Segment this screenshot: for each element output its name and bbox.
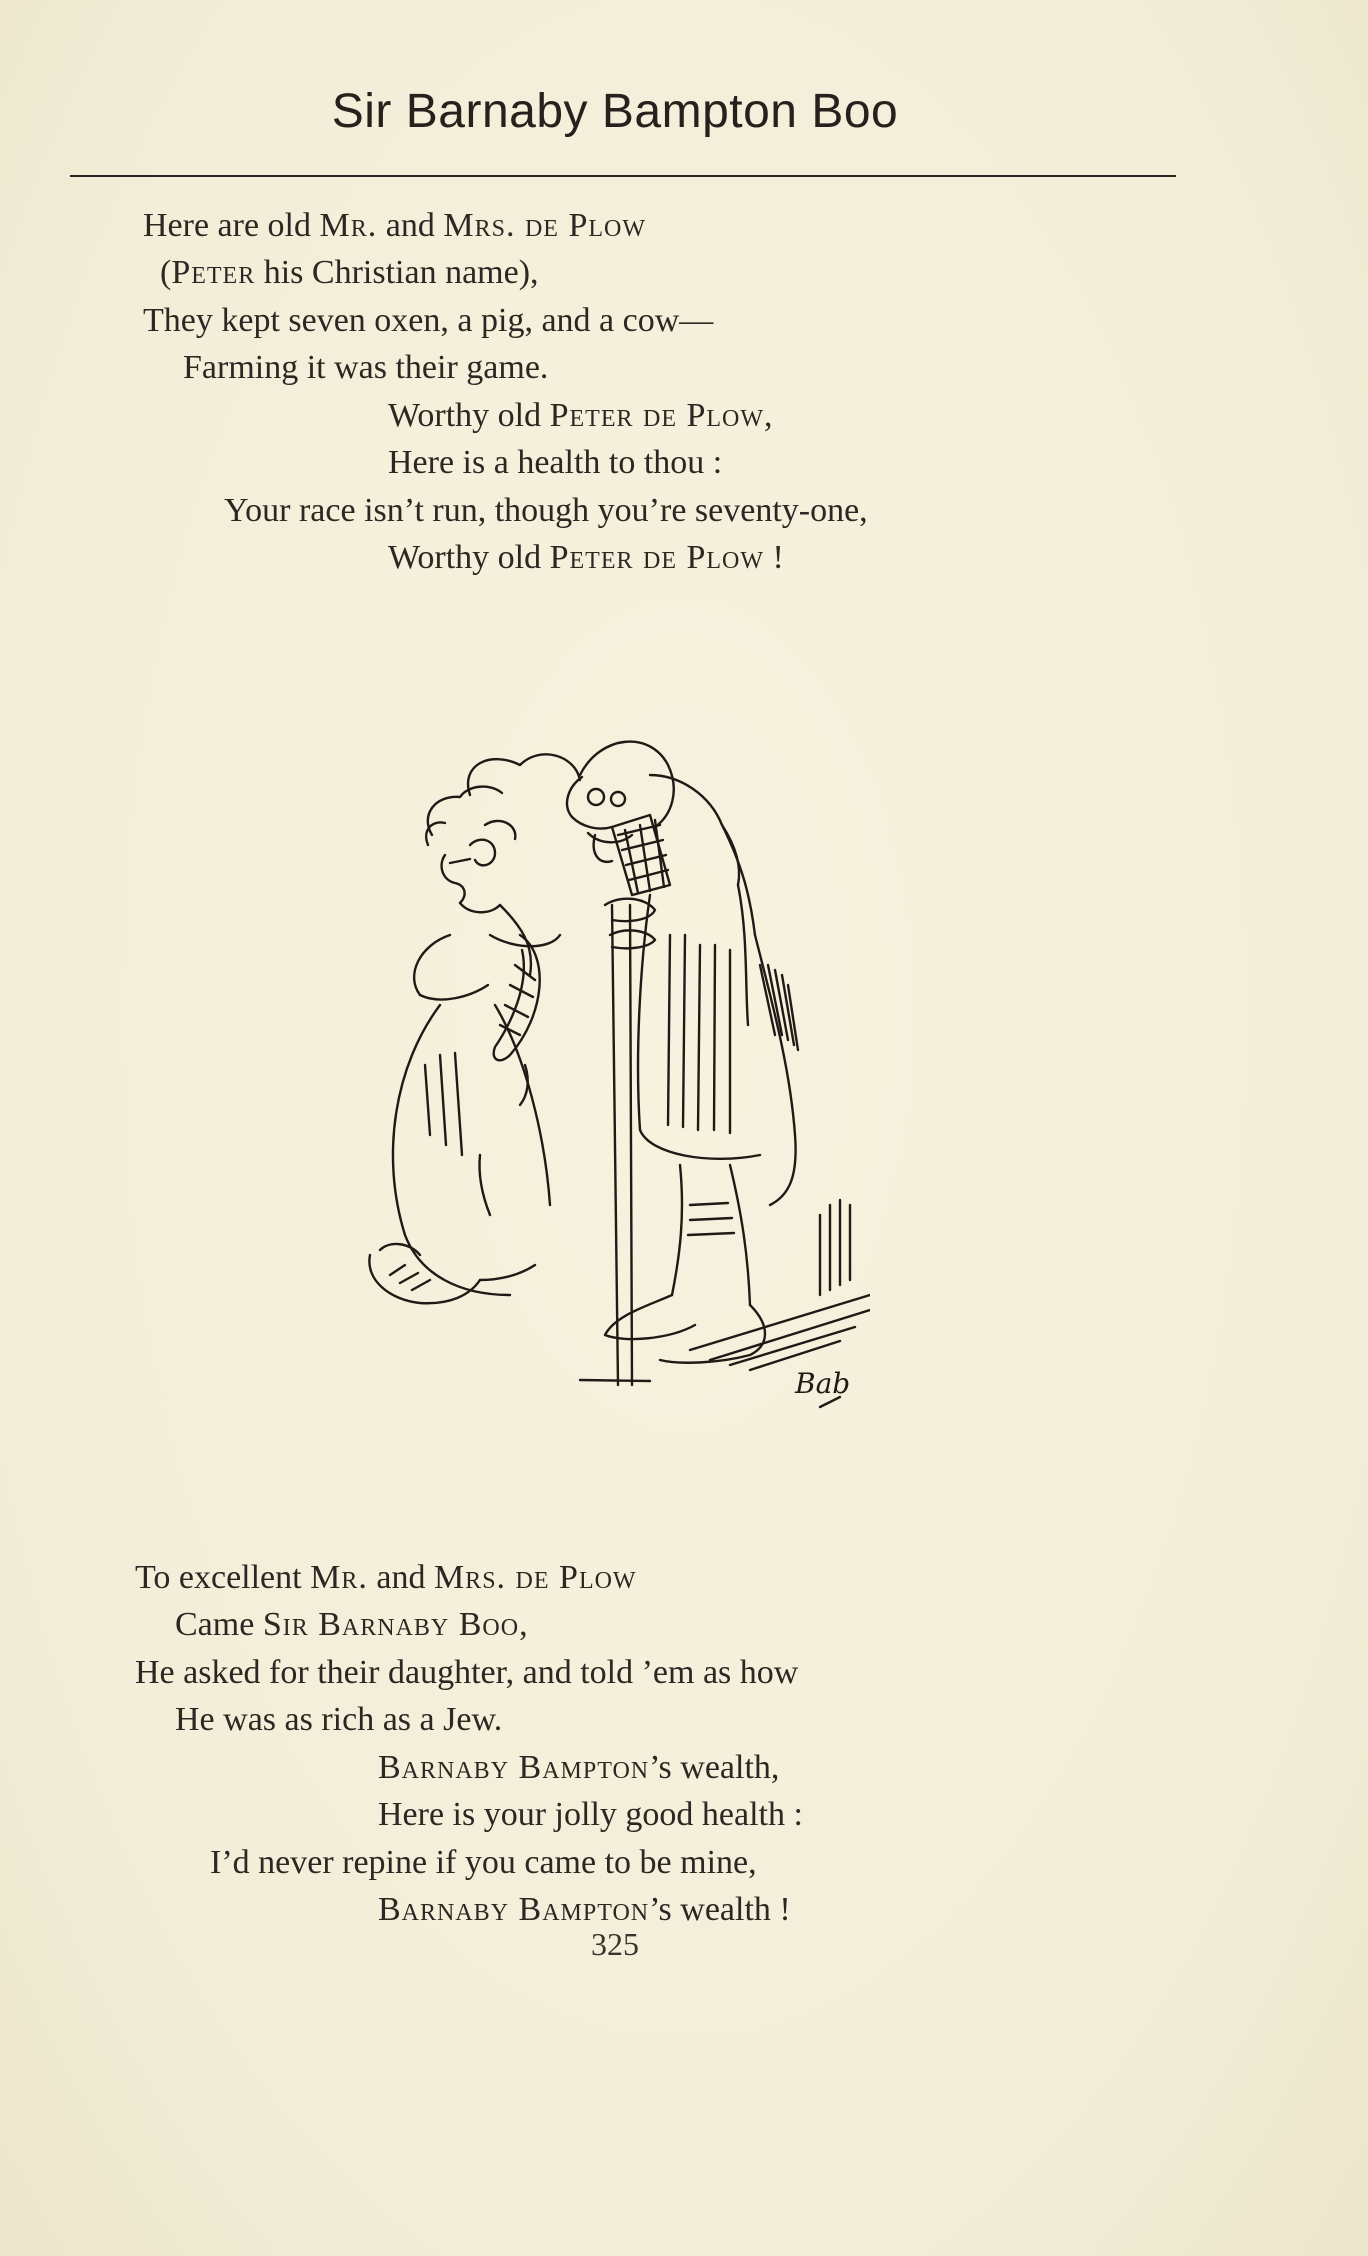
page-number: 325 (591, 1926, 639, 1962)
verse-line (143, 297, 713, 345)
verse-line (388, 534, 784, 582)
verse-text: They kept seven oxen, a pig, and a cow— (143, 302, 714, 339)
small-caps-text: Sir Barnaby Boo (262, 1606, 520, 1643)
artist-signature: Bab (795, 1367, 851, 1400)
small-caps-text: Barnaby Bampton (378, 1749, 650, 1786)
verse-text: ! (764, 539, 784, 576)
verse-text: ’s wealth ! (649, 1891, 791, 1928)
verse-text: and (377, 207, 444, 244)
verse-line (135, 1649, 798, 1697)
verse-line (175, 1601, 528, 1649)
small-caps-text: Barnaby Bampton (378, 1891, 650, 1928)
header-rule (70, 175, 1176, 177)
small-caps-text: Mrs. de Plow (443, 207, 646, 244)
verse-line (183, 344, 548, 392)
verse-line (224, 487, 868, 535)
small-caps-text: Mr. (319, 207, 378, 244)
verse-line (378, 1791, 803, 1839)
old-couple-with-cane-drawing (350, 735, 870, 1415)
verse-text: , (764, 397, 773, 434)
verse-text: , (519, 1606, 528, 1643)
small-caps-text: Peter de Plow (549, 397, 765, 434)
verse-line (143, 202, 646, 250)
verse-text: I’d never repine if you came to be mine, (210, 1844, 757, 1881)
verse-line (210, 1839, 757, 1887)
verse-text: He was as rich as a Jew. (175, 1701, 503, 1738)
small-caps-text: Mrs. de Plow (433, 1559, 637, 1596)
small-caps-text: Mr. (310, 1559, 368, 1596)
small-caps-text: Peter (171, 254, 256, 291)
verse-text: Worthy old (388, 539, 550, 576)
verse-line (388, 392, 773, 440)
verse-text: Worthy old (388, 397, 550, 434)
verse-line (388, 439, 722, 487)
verse-text: To excellent (135, 1559, 311, 1596)
verse-text: Here is your jolly good health : (378, 1796, 803, 1833)
verse-text: Farming it was their game. (183, 349, 549, 386)
verse-text: Your race isn’t run, though you’re seventy-one, (224, 492, 868, 529)
verse-line (378, 1744, 779, 1792)
verse-text: Here are old (143, 207, 320, 244)
verse-text: his Christian name), (255, 254, 539, 291)
small-caps-text: Peter de Plow (549, 539, 765, 576)
verse-text: Here is a health to thou : (388, 444, 723, 481)
verse-text: and (367, 1559, 434, 1596)
verse-text: Came (175, 1606, 263, 1643)
verse-line (175, 1696, 502, 1744)
verse-line (135, 1554, 637, 1602)
verse-line (160, 249, 539, 297)
verse-text: He asked for their daughter, and told ’em as how (135, 1654, 799, 1691)
verse-text: ’s wealth, (649, 1749, 780, 1786)
running-title: Sir Barnaby Bampton Boo (331, 85, 899, 138)
verse-text: ( (160, 254, 172, 291)
